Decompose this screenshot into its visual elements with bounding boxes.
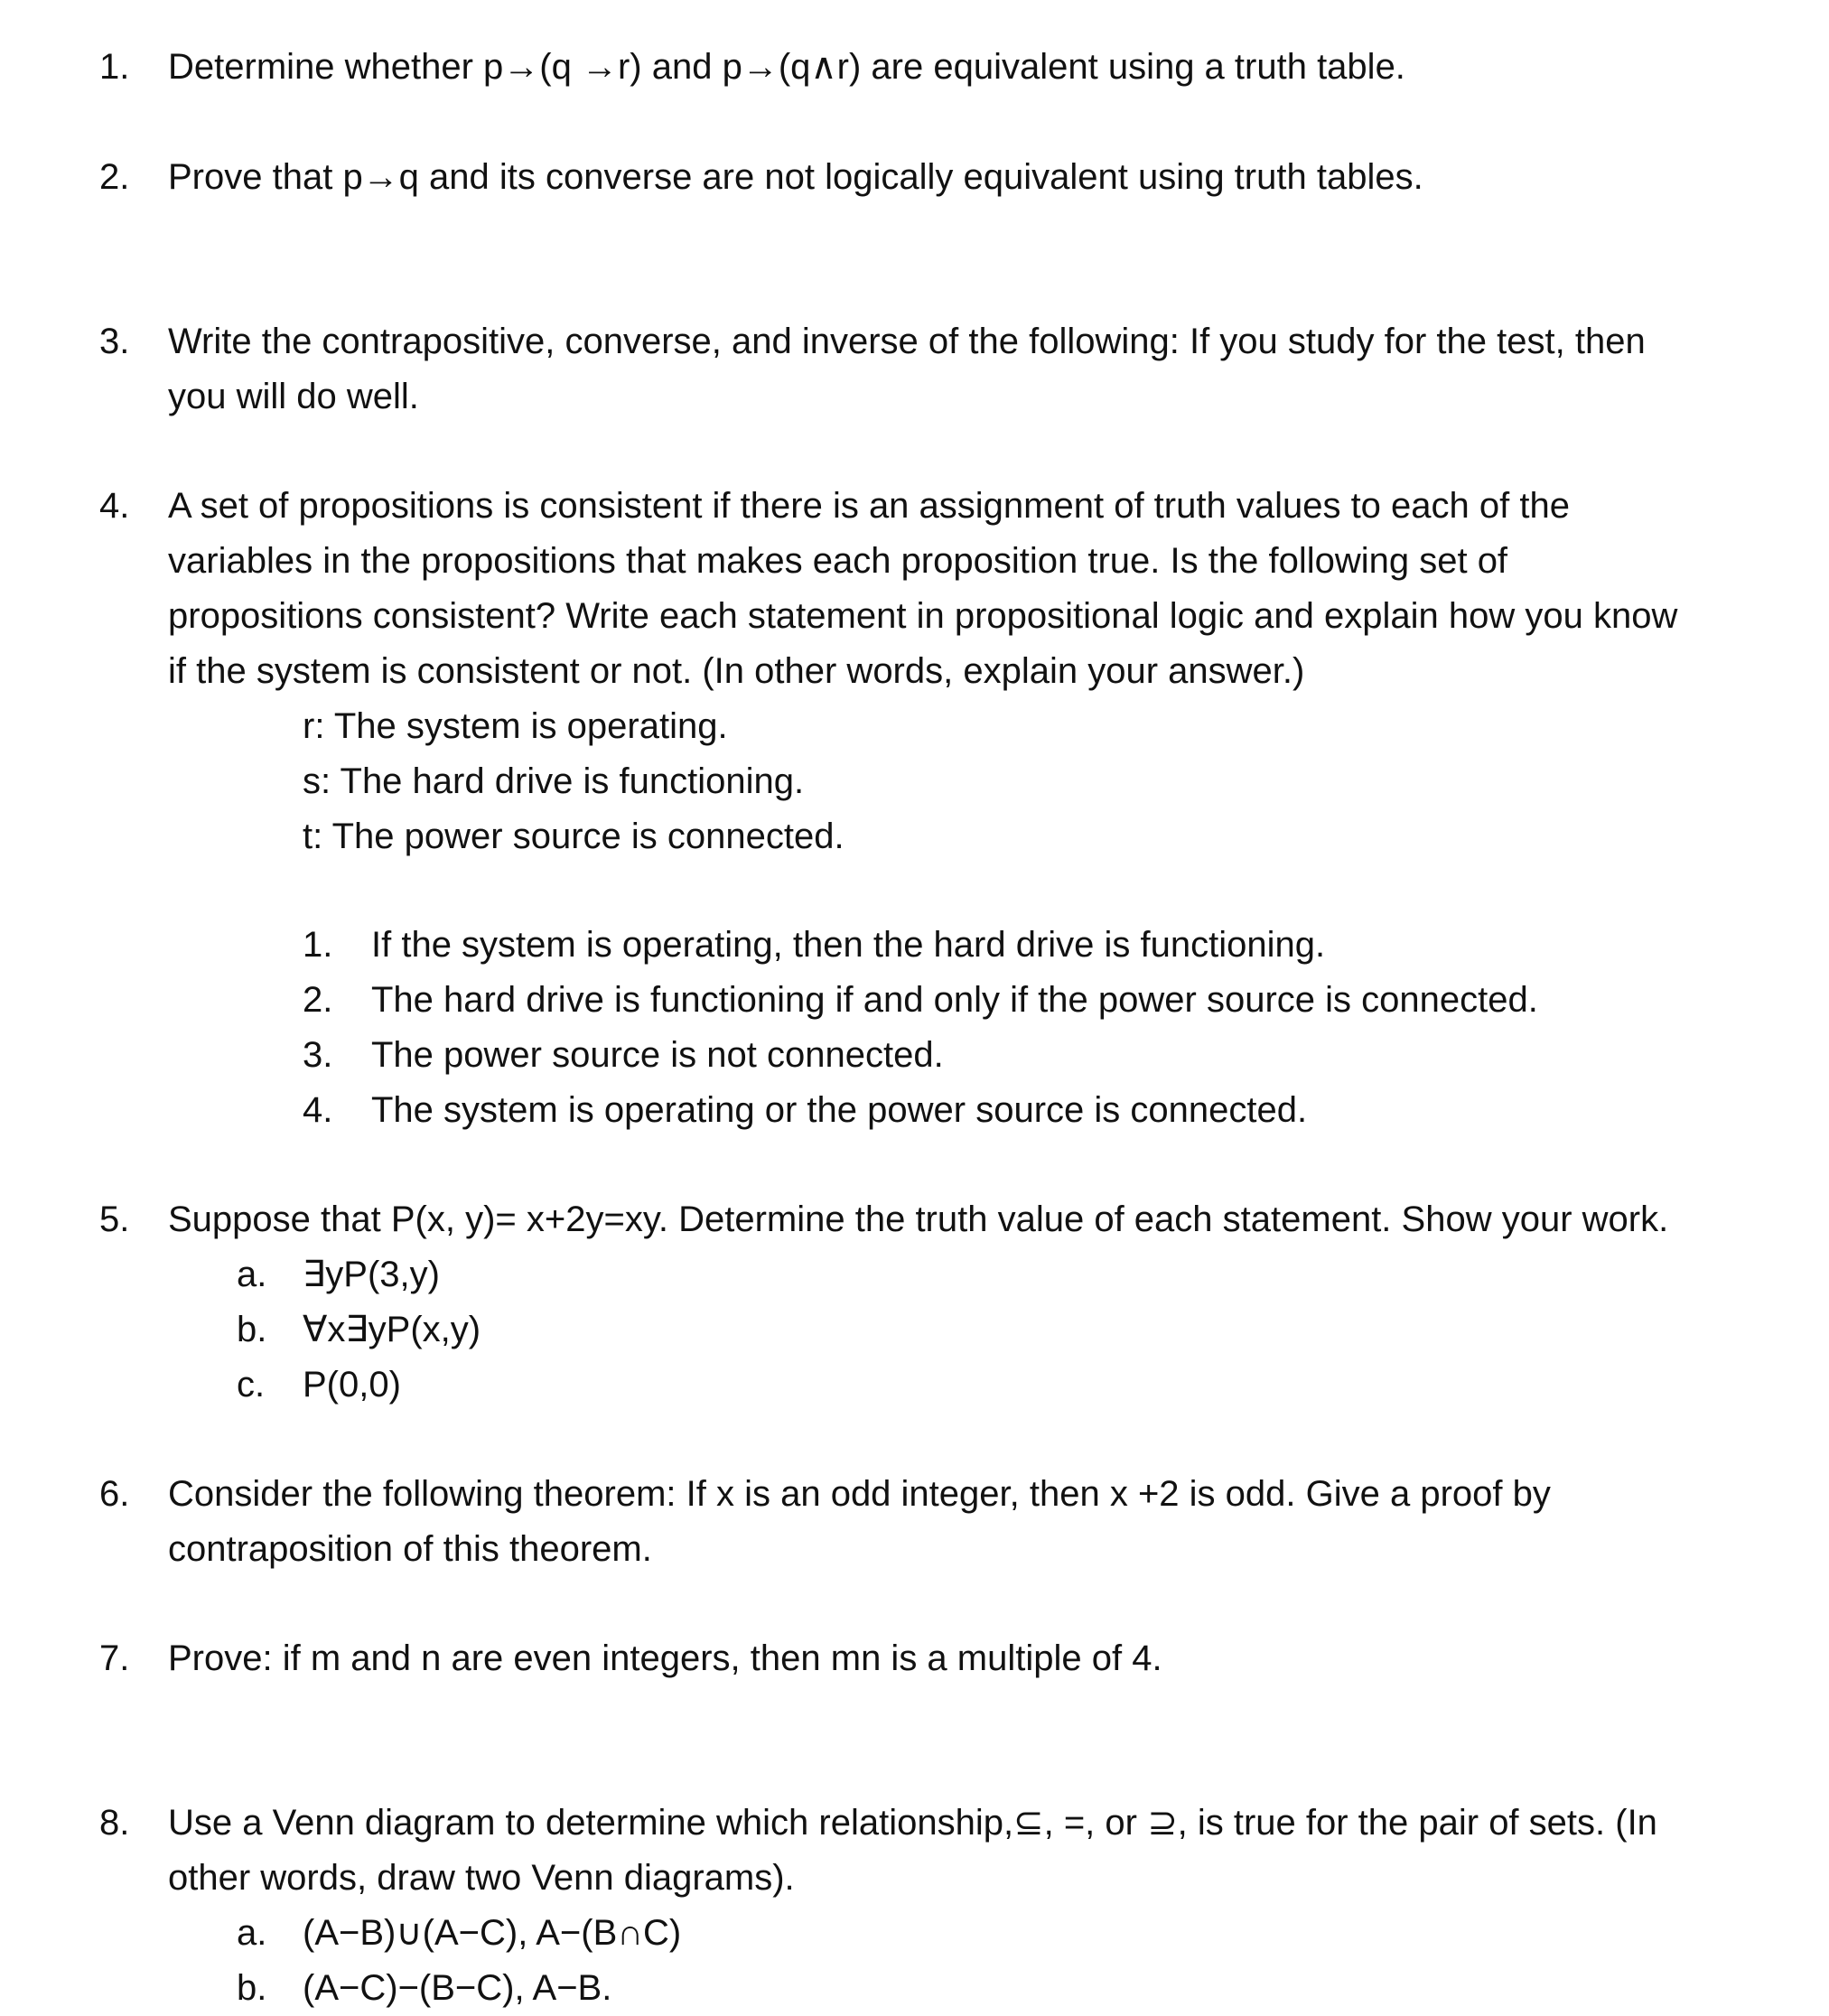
question-text <box>168 479 1794 699</box>
question-text <box>168 150 1794 205</box>
part-label: b. <box>237 1310 267 1349</box>
question-number: 7. <box>99 1638 130 1678</box>
question-line: Write the contrapositive, converse, and inverse of the following: If you study for the test, then <box>168 322 1646 361</box>
question-number: 3. <box>99 322 130 361</box>
question-text <box>168 314 1794 425</box>
question-number: 4. <box>99 486 130 526</box>
part-label: b. <box>237 1968 267 2008</box>
question-line: Use a Venn diagram to determine which relationship,⊆, =, or ⊇, is true for the pair of sets. (In <box>168 1803 1657 1843</box>
question-number: 2. <box>99 157 130 197</box>
question-number: 5. <box>99 1199 130 1239</box>
question-line: if the system is consistent or not. (In other words, explain your answer.) <box>168 651 1305 691</box>
question-line: propositions consistent? Write each statement in propositional logic and explain how you know <box>168 596 1678 636</box>
definition-s: s: The hard drive is functioning. <box>303 761 805 801</box>
question-number: 6. <box>99 1474 130 1514</box>
part-label: a. <box>237 1255 267 1294</box>
question-text <box>168 1796 1794 1906</box>
statement-label: 2. <box>303 980 333 1020</box>
part-text: (A−B)∪(A−C), A−(B∩C) <box>303 1913 682 1953</box>
statement-label: 1. <box>303 925 333 965</box>
statement-label: 4. <box>303 1090 333 1130</box>
question-text <box>168 1467 1794 1577</box>
statement-text: The hard drive is functioning if and only if the power source is connected. <box>371 980 1538 1020</box>
question-line: A set of propositions is consistent if there is an assignment of truth values to each of the <box>168 486 1570 526</box>
question-text <box>168 1631 1794 1686</box>
part-text: ∀x∃yP(x,y) <box>303 1310 481 1349</box>
question-line: Suppose that P(x, y)= x+2y=xy. Determine the truth value of each statement. Show your work. <box>168 1199 1669 1239</box>
question-number: 8. <box>99 1803 130 1843</box>
part-label: c. <box>237 1365 266 1405</box>
definition-r: r: The system is operating. <box>303 706 728 746</box>
statement-text: The power source is not connected. <box>371 1035 944 1075</box>
question-line: contraposition of this theorem. <box>168 1529 652 1569</box>
question-line: Consider the following theorem: If x is an odd integer, then x +2 is odd. Give a proof by <box>168 1474 1551 1514</box>
question-line: Determine whether p→(q →r) and p→(q∧r) are equivalent using a truth table. <box>168 47 1405 87</box>
part-text: (A−C)−(B−C), A−B. <box>303 1968 612 2008</box>
question-line: other words, draw two Venn diagrams). <box>168 1858 795 1898</box>
question-line: Prove that p→q and its converse are not logically equivalent using truth tables. <box>168 157 1423 197</box>
question-line: you will do well. <box>168 377 419 416</box>
part-label: a. <box>237 1913 267 1953</box>
definition-t: t: The power source is connected. <box>303 817 845 856</box>
part-text: ∃yP(3,y) <box>303 1255 440 1294</box>
question-text <box>168 1192 1794 1247</box>
statement-text: The system is operating or the power source is connected. <box>371 1090 1308 1130</box>
question-number: 1. <box>99 47 130 87</box>
question-text <box>168 40 1794 95</box>
question-line: Prove: if m and n are even integers, then mn is a multiple of 4. <box>168 1638 1162 1678</box>
statement-text: If the system is operating, then the hard drive is functioning. <box>371 925 1326 965</box>
statement-label: 3. <box>303 1035 333 1075</box>
part-text: P(0,0) <box>303 1365 401 1405</box>
question-line: variables in the propositions that makes each proposition true. Is the following set of <box>168 541 1508 581</box>
